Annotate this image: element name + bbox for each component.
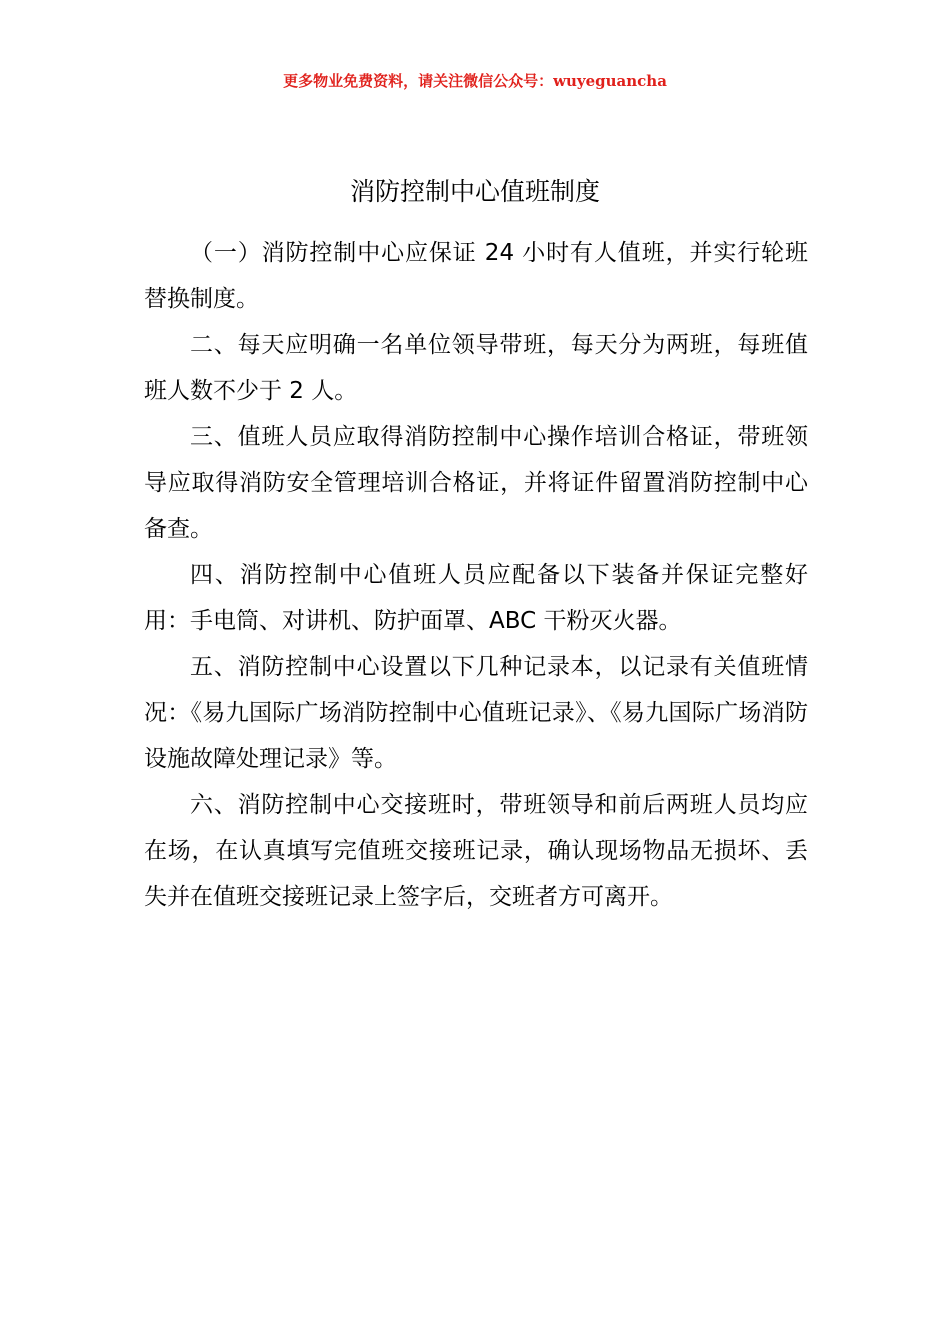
paragraph-3: 三、值班人员应取得消防控制中心操作培训合格证，带班领导应取得消防安全管理培训合格证，并将证件留置消防控制中心备查。 bbox=[144, 424, 808, 542]
paragraph-6: 六、消防控制中心交接班时，带班领导和前后两班人员均应在场，在认真填写完值班交接班记录，确认现场物品无损坏、丢失并在值班交接班记录上签字后，交班者方可离开。 bbox=[144, 792, 808, 910]
promo-header-note: 更多物业免费资料，请关注微信公众号：wuyeguancha bbox=[283, 72, 667, 90]
document-title: 消防控制中心值班制度 bbox=[349, 177, 600, 206]
paragraph-1: （一）消防控制中心应保证 24 小时有人值班，并实行轮班替换制度。 bbox=[144, 240, 808, 312]
paragraph-4: 四、消防控制中心值班人员应配备以下装备并保证完整好用：手电筒、对讲机、防护面罩、ABC 干粉灭火器。 bbox=[144, 562, 808, 634]
document-body bbox=[144, 230, 808, 920]
paragraph-5: 五、消防控制中心设置以下几种记录本，以记录有关值班情况：《易九国际广场消防控制中心值班记录》、《易九国际广场消防设施故障处理记录》等。 bbox=[144, 654, 808, 772]
paragraph-2: 二、每天应明确一名单位领导带班，每天分为两班，每班值班人数不少于 2 人。 bbox=[144, 332, 808, 404]
